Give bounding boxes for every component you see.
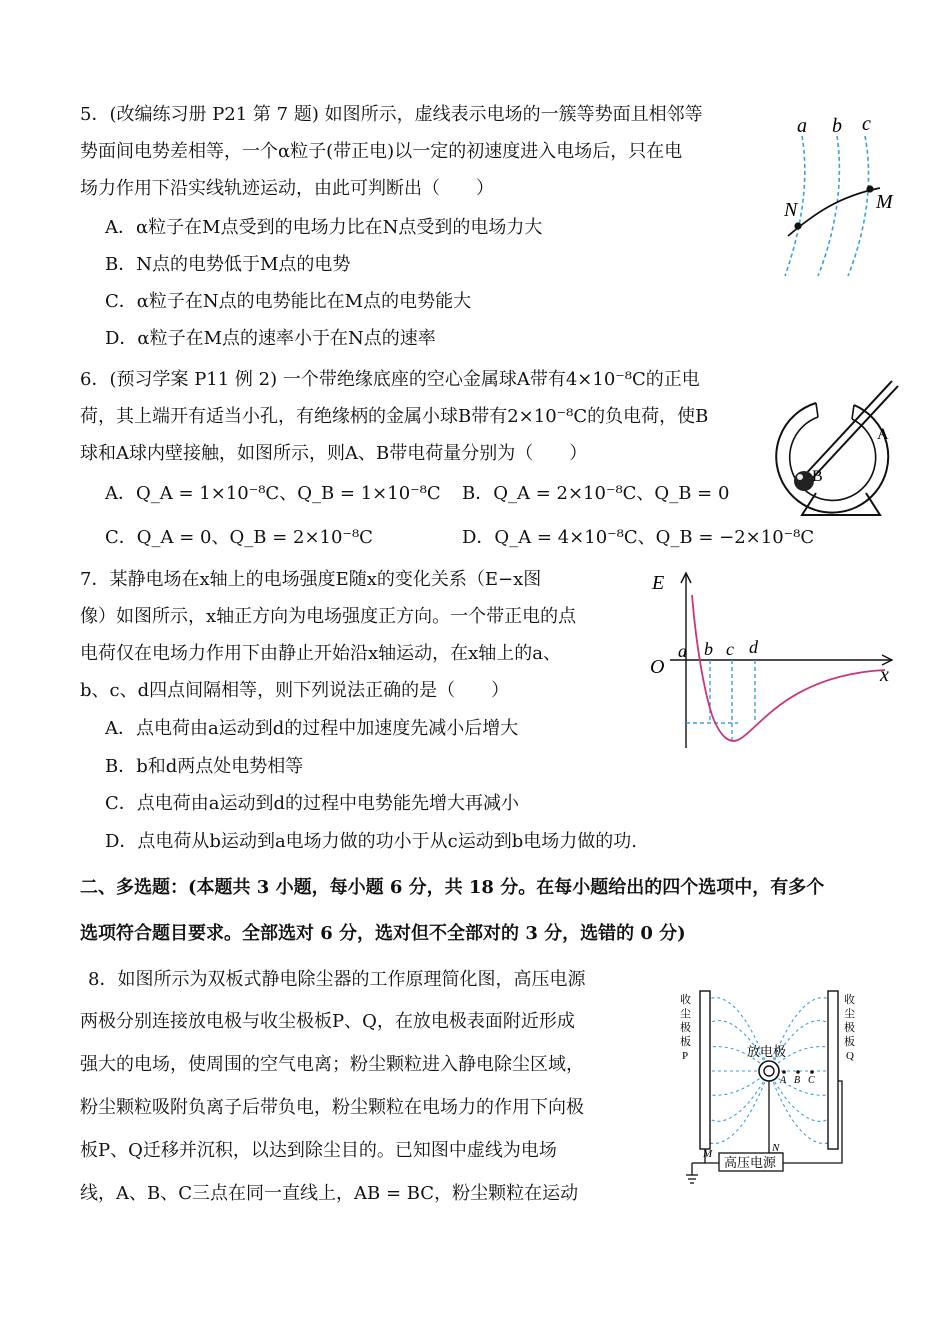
q7-stem-line-3: 电荷仅在电场力作用下由静止开始沿x轴运动，在x轴上的a、 xyxy=(80,643,562,664)
label-n: N xyxy=(784,199,798,221)
right-plate-char-2: 尘 xyxy=(844,1008,855,1020)
left-plate-char-5: P xyxy=(682,1050,689,1062)
q5-option-a: A．α粒子在M点受到的电场力比在N点受到的电场力大 xyxy=(105,217,543,238)
q6-option-c: C．Q_A = 0、Q_B = 2×10⁻⁸C xyxy=(105,527,373,548)
label-point-b: B xyxy=(794,1075,801,1086)
label-point-a: a xyxy=(678,641,687,661)
label-terminal-n: N xyxy=(772,1142,780,1154)
left-plate-char-4: 板 xyxy=(680,1036,691,1048)
left-plate-char-3: 极 xyxy=(680,1022,691,1034)
q8-precipitator-figure xyxy=(672,985,872,1185)
label-e: E xyxy=(652,572,665,594)
q6-stem-line-3: 球和A球内壁接触，如图所示，则A、B带电荷量分别为（ ） xyxy=(80,443,588,464)
q7-option-b: B．b和d两点处电势相等 xyxy=(105,756,304,777)
q5-option-c: C．α粒子在N点的电势能比在M点的电势能大 xyxy=(105,291,472,312)
q5-option-b: B．N点的电势低于M点的电势 xyxy=(105,254,351,275)
label-point-a: A xyxy=(780,1075,787,1086)
q7-option-a: A．点电荷由a运动到d的过程中加速度先减小后增大 xyxy=(105,718,519,739)
q5-stem-line-1: 5．(改编练习册 P21 第 7 题) 如图所示，虚线表示电场的一簇等势面且相邻等 xyxy=(80,104,703,125)
q7-e-x-graph xyxy=(640,565,900,755)
q7-option-d: D．点电荷从b运动到a电场力做的功小于从c运动到b电场力做的功. xyxy=(105,831,638,852)
q6-option-d: D．Q_A = 4×10⁻⁸C、Q_B = −2×10⁻⁸C xyxy=(462,527,815,548)
label-a: a xyxy=(797,115,807,137)
q6-stem-line-1: 6．(预习学案 P11 例 2) 一个带绝缘底座的空心金属球A带有4×10⁻⁸C的正电 xyxy=(80,369,700,390)
left-plate-char-2: 尘 xyxy=(680,1008,691,1020)
q8-stem-line-1: 8．如图所示为双板式静电除尘器的工作原理简化图，高压电源 xyxy=(88,969,586,990)
label-terminal-m: M xyxy=(703,1148,713,1160)
q6-stem-line-2: 荷，其上端开有适当小孔，有绝缘柄的金属小球B带有2×10⁻⁸C的负电荷，使B xyxy=(80,406,709,427)
label-c: c xyxy=(862,113,871,135)
q8-stem-line-5: 板P、Q迁移并沉积，以达到除尘目的。已知图中虚线为电场 xyxy=(80,1140,557,1161)
q5-equipotential-figure xyxy=(770,108,910,283)
power-label: 高压电源 xyxy=(724,1155,777,1170)
point-m xyxy=(866,185,873,192)
q6-option-b: B．Q_A = 2×10⁻⁸C、Q_B = 0 xyxy=(462,483,730,504)
q8-stem-line-4: 粉尘颗粒吸附负离子后带负电，粉尘颗粒在电场力的作用下向极 xyxy=(80,1097,584,1118)
label-x: x xyxy=(880,664,889,686)
q6-metal-sphere-figure xyxy=(772,375,912,525)
right-plate-char-5: Q xyxy=(846,1050,854,1062)
equipotential-c xyxy=(848,136,869,276)
right-plate-char-4: 板 xyxy=(844,1036,855,1048)
alpha-trajectory xyxy=(788,188,880,236)
ball-b xyxy=(794,471,814,491)
left-plate-char-1: 收 xyxy=(680,994,691,1006)
q8-stem-line-6: 线，A、B、C三点在同一直线上，AB = BC，粉尘颗粒在运动 xyxy=(80,1183,579,1204)
label-point-d: d xyxy=(749,637,758,657)
label-point-c: c xyxy=(726,639,734,659)
q7-stem-line-4: b、c、d四点间隔相等，则下列说法正确的是（ ） xyxy=(80,680,510,701)
q7-stem-line-1: 7．某静电场在x轴上的电场强度E随x的变化关系（E−x图 xyxy=(80,569,542,590)
q7-option-c: C．点电荷由a运动到d的过程中电势能先增大再减小 xyxy=(105,793,520,814)
q5-stem-line-3: 场力作用下沿实线轨迹运动，由此可判断出（ ） xyxy=(80,178,494,199)
q6-option-a: A．Q_A = 1×10⁻⁸C、Q_B = 1×10⁻⁸C xyxy=(105,483,441,504)
label-m: M xyxy=(876,191,893,213)
label-point-c: C xyxy=(808,1075,815,1086)
point-n xyxy=(794,222,801,229)
q7-stem-line-2: 像）如图所示，x轴正方向为电场强度正方向。一个带正电的点 xyxy=(80,606,577,627)
section2-title-line-2: 选项符合题目要求。全部选对 6 分，选对但不全部对的 3 分，选错的 0 分) xyxy=(80,923,686,944)
q5-stem-line-2: 势面间电势差相等，一个α粒子(带正电)以一定的初速度进入电场后，只在电 xyxy=(80,141,683,162)
collector-plate-p xyxy=(700,991,710,1149)
right-plate-char-1: 收 xyxy=(844,994,855,1006)
label-ball-b: B xyxy=(812,468,823,485)
label-point-b: b xyxy=(704,639,713,659)
collector-plate-q xyxy=(828,991,838,1149)
label-o: O xyxy=(650,656,665,678)
q8-stem-line-2: 两极分别连接放电极与收尘极板P、Q，在放电极表面附近形成 xyxy=(80,1011,575,1032)
q5-option-d: D．α粒子在M点的速率小于在N点的速率 xyxy=(105,328,436,349)
electrode-label: 放电极 xyxy=(747,1044,787,1059)
right-plate-char-3: 极 xyxy=(844,1022,855,1034)
q8-stem-line-3: 强大的电场，使周围的空气电离；粉尘颗粒进入静电除尘区域， xyxy=(80,1054,584,1075)
label-b: b xyxy=(832,115,842,137)
label-sphere-a: A xyxy=(877,426,889,443)
section2-title-line-1: 二、多选题：(本题共 3 小题，每小题 6 分，共 18 分。在每小题给出的四个选项中，有多个 xyxy=(80,877,825,898)
e-x-curve xyxy=(692,595,885,741)
